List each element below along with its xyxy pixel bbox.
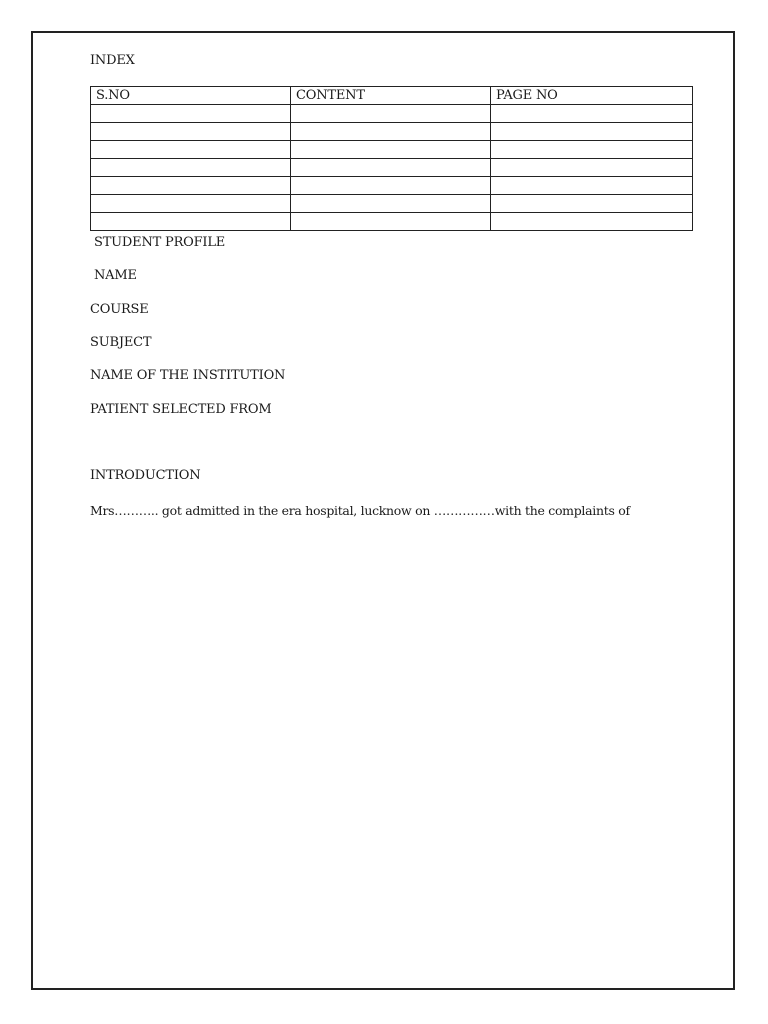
table-cell — [91, 195, 291, 213]
table-row — [91, 177, 693, 195]
table-row — [91, 159, 693, 177]
table-cell — [291, 195, 491, 213]
introduction-body: Mrs……….. got admitted in the era hospital, lucknow on ……………with the complaints of — [90, 503, 630, 518]
column-header-content: CONTENT — [291, 87, 491, 105]
table-cell — [291, 177, 491, 195]
table-header-row — [91, 87, 693, 105]
table-cell — [491, 195, 693, 213]
table-cell — [91, 159, 291, 177]
table-cell — [291, 213, 491, 231]
course-label: COURSE — [90, 302, 149, 317]
patient-selected-label: PATIENT SELECTED FROM — [90, 402, 272, 417]
table-cell — [91, 213, 291, 231]
table-row — [91, 141, 693, 159]
table-row — [91, 195, 693, 213]
table-cell — [491, 141, 693, 159]
column-header-page-no: PAGE NO — [491, 87, 693, 105]
table-cell — [491, 105, 693, 123]
table-cell — [491, 177, 693, 195]
name-label: NAME — [94, 268, 137, 283]
institution-label: NAME OF THE INSTITUTION — [90, 368, 286, 383]
student-profile-heading: STUDENT PROFILE — [94, 235, 226, 250]
index-table — [90, 86, 693, 231]
table-cell — [91, 123, 291, 141]
table-cell — [291, 123, 491, 141]
table-cell — [291, 105, 491, 123]
table-cell — [491, 123, 693, 141]
table-cell — [91, 105, 291, 123]
introduction-heading: INTRODUCTION — [90, 468, 201, 483]
subject-label: SUBJECT — [90, 335, 152, 350]
table-cell — [491, 159, 693, 177]
column-header-sno: S.NO — [91, 87, 291, 105]
index-heading: INDEX — [90, 53, 135, 68]
table-row — [91, 213, 693, 231]
table-cell — [291, 141, 491, 159]
table-row — [91, 123, 693, 141]
table-cell — [91, 177, 291, 195]
table-cell — [491, 213, 693, 231]
table-row — [91, 105, 693, 123]
table-cell — [91, 141, 291, 159]
table-cell — [291, 159, 491, 177]
